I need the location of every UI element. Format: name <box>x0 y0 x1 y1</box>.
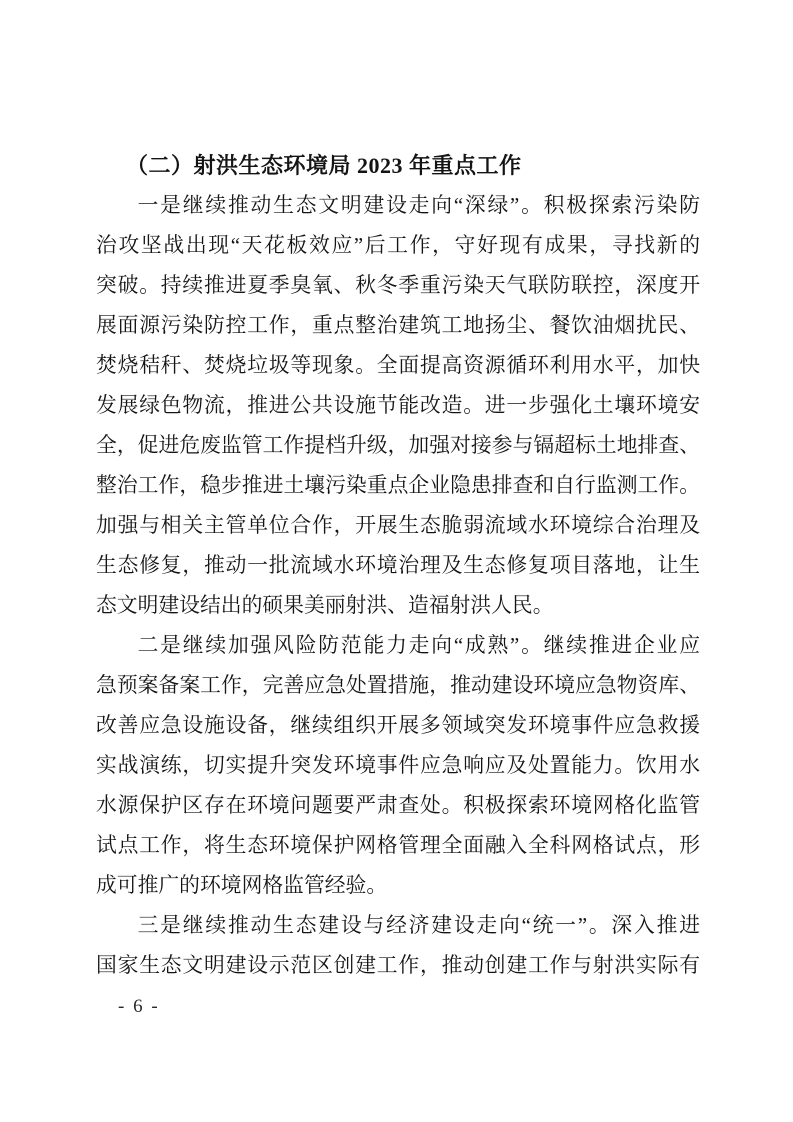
text-line: 加强与相关主管单位合作，开展生态脆弱流域水环境综合治理及 <box>96 514 700 537</box>
text-line: 生态修复，推动一批流域水环境治理及生态修复项目落地，让生 <box>96 554 700 577</box>
paragraph <box>96 906 700 986</box>
text-line: 成可推广的环境网格监管经验。 <box>96 874 388 897</box>
paragraph <box>96 186 700 626</box>
text-line: 一是继续推动生态文明建设走向“深绿”。积极探索污染防 <box>137 194 700 217</box>
text-line: 国家生态文明建设示范区创建工作，推动创建工作与射洪实际有 <box>96 954 700 977</box>
text-line: 实战演练，切实提升突发环境事件应急响应及处置能力。饮用水 <box>96 754 700 777</box>
body-paragraphs <box>96 186 700 986</box>
paragraph <box>96 626 700 906</box>
document-content <box>96 146 700 986</box>
text-line: 试点工作，将生态环境保护网格管理全面融入全科网格试点，形 <box>96 834 700 857</box>
text-line: 三是继续推动生态建设与经济建设走向“统一”。深入推进 <box>137 914 700 937</box>
text-line: 焚烧秸秆、焚烧垃圾等现象。全面提高资源循环利用水平，加快 <box>96 354 700 377</box>
page-footer <box>118 996 160 1018</box>
text-line: 全，促进危废监管工作提档升级，加强对接参与镉超标土地排查、 <box>96 434 700 457</box>
text-line: 水源保护区存在环境问题要严肃查处。积极探索环境网格化监管 <box>96 794 700 817</box>
text-line: 发展绿色物流，推进公共设施节能改造。进一步强化土壤环境安 <box>96 394 700 417</box>
text-line: 态文明建设结出的硕果美丽射洪、造福射洪人民。 <box>96 594 554 617</box>
page-number: - 6 - <box>118 996 160 1017</box>
text-line: 整治工作，稳步推进土壤污染重点企业隐患排查和自行监测工作。 <box>96 474 700 497</box>
text-line: 改善应急设施设备，继续组织开展多领域突发环境事件应急救援 <box>96 714 700 737</box>
text-line: 急预案备案工作，完善应急处置措施，推动建设环境应急物资库、 <box>96 674 700 697</box>
text-line: 二是继续加强风险防范能力走向“成熟”。继续推进企业应 <box>137 634 700 657</box>
text-line: 突破。持续推进夏季臭氧、秋冬季重污染天气联防联控，深度开 <box>96 274 700 297</box>
section-heading: （二）射洪生态环境局 2023 年重点工作 <box>126 153 522 178</box>
text-line: 治攻坚战出现“天花板效应”后工作，守好现有成果，寻找新的 <box>96 234 700 257</box>
text-line: 展面源污染防控工作，重点整治建筑工地扬尘、餐饮油烟扰民、 <box>96 314 700 337</box>
